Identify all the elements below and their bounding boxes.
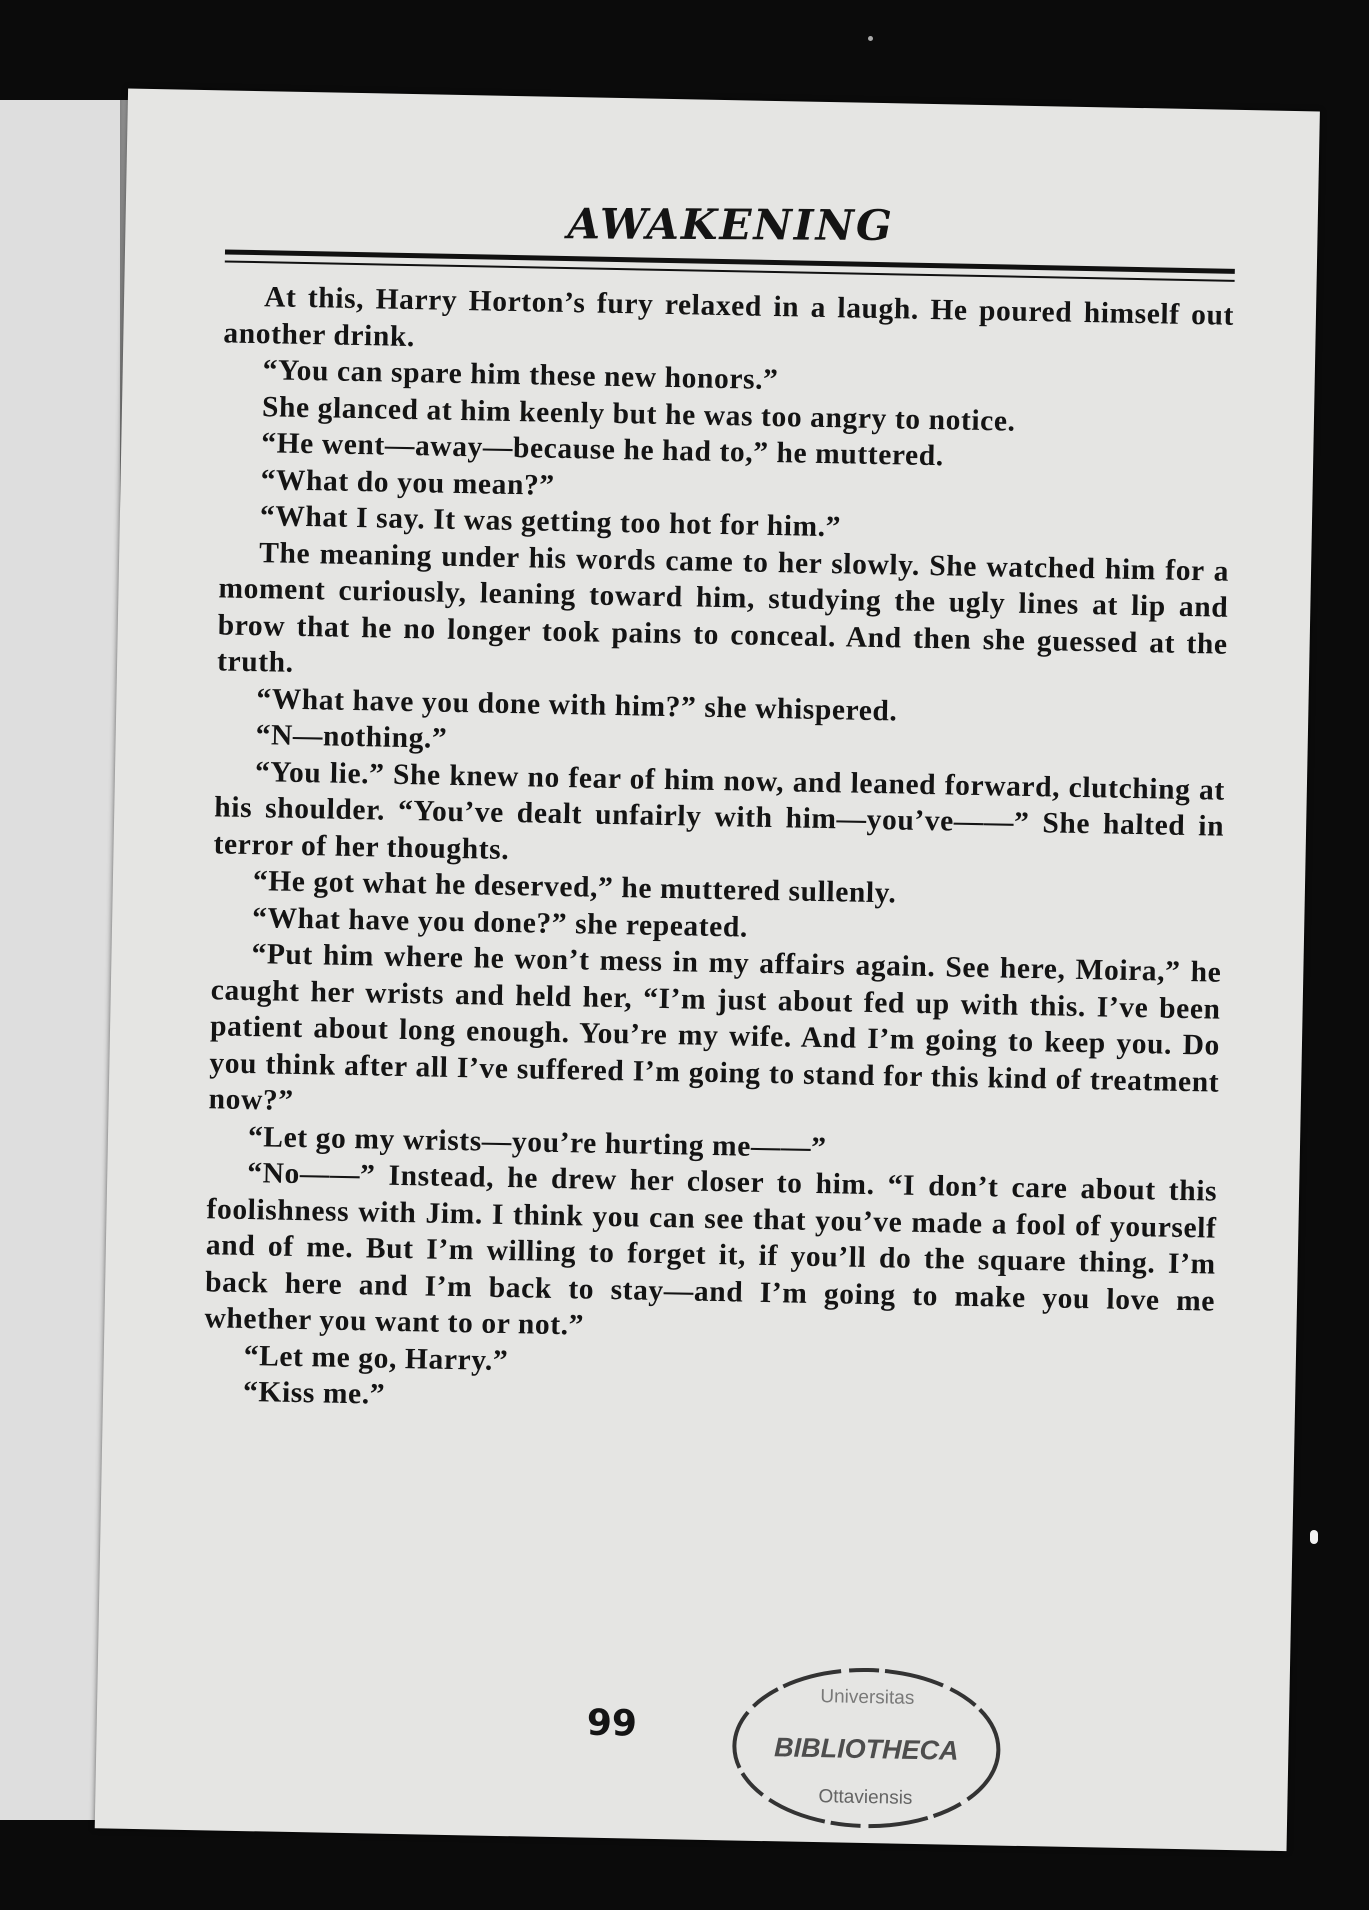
paragraph: “What have you done?” she repeated. (251, 901, 749, 944)
paragraph: “N—nothing.” (255, 719, 448, 755)
paragraph: She glanced at him keenly but he was too angry to notice. (261, 390, 1016, 438)
paragraph: “What I say. It was getting too hot for him.” (259, 500, 842, 544)
stamp-text-top: Universitas (820, 1686, 915, 1709)
paragraph: “You can spare him these new honors.” (262, 354, 779, 397)
paragraph: “What have you done with him?” she whispered. (256, 682, 898, 727)
paragraph: “Kiss me.” (242, 1376, 386, 1411)
paragraph: “What do you mean?” (260, 463, 556, 502)
paragraph: “Put him where he won’t mess in my affairs again. See here, Moira,” he caught her wrists and held her, “I’m just about fed up with this. I’ve been patient about long enough. You’re my wife. And I’m going to keep you. Do you think after all I’ve suffered I’m going to stand for this kind of treatment now?” (208, 938, 1222, 1117)
stamp-text-bottom: Ottaviensis (818, 1786, 913, 1809)
paragraph: “He went—away—because he had to,” he muttered. (261, 427, 945, 473)
paragraph: The meaning under his words came to her slowly. She watched him for a moment curiously, leaning toward him, studying the ugly lines at lip and brow that he no longer took pains to conceal. And then she guessed at the truth. (216, 536, 1230, 679)
paragraph: “Let go my wrists—you’re hurting me——” (247, 1120, 827, 1164)
book-page (95, 89, 1320, 1852)
running-head: AWAKENING (567, 199, 894, 251)
page-content (203, 190, 1236, 1429)
dust-speck (1310, 1530, 1318, 1544)
body-text (203, 278, 1235, 1429)
page-number: 99 (586, 1702, 638, 1745)
paragraph: At this, Harry Horton’s fury relaxed in a laugh. He poured himself out another drink. (223, 281, 1235, 353)
paragraph: “Let me go, Harry.” (243, 1339, 509, 1377)
library-stamp (725, 1655, 1008, 1840)
dust-speck (868, 36, 873, 41)
paragraph: “No——” Instead, he drew her closer to him. “I don’t care about this foolishness with Jim. I think you can see that you’ve made a fool of yourself and of me. But I’m willing to forget it, if you’ll do the square thing. I’m back here and I’m back to stay—and I’m going to make you love me whether you want to or not.” (204, 1157, 1218, 1342)
paragraph: “You lie.” She knew no fear of him now, and leaned forward, clutching at his shoulder. “You’ve dealt unfairly with him—you’ve——” She halted in terror of her thoughts. (213, 755, 1226, 866)
stamp-text-middle: BIBLIOTHECA (773, 1732, 959, 1766)
paragraph: “He got what he deserved,” he muttered sullenly. (252, 865, 897, 910)
